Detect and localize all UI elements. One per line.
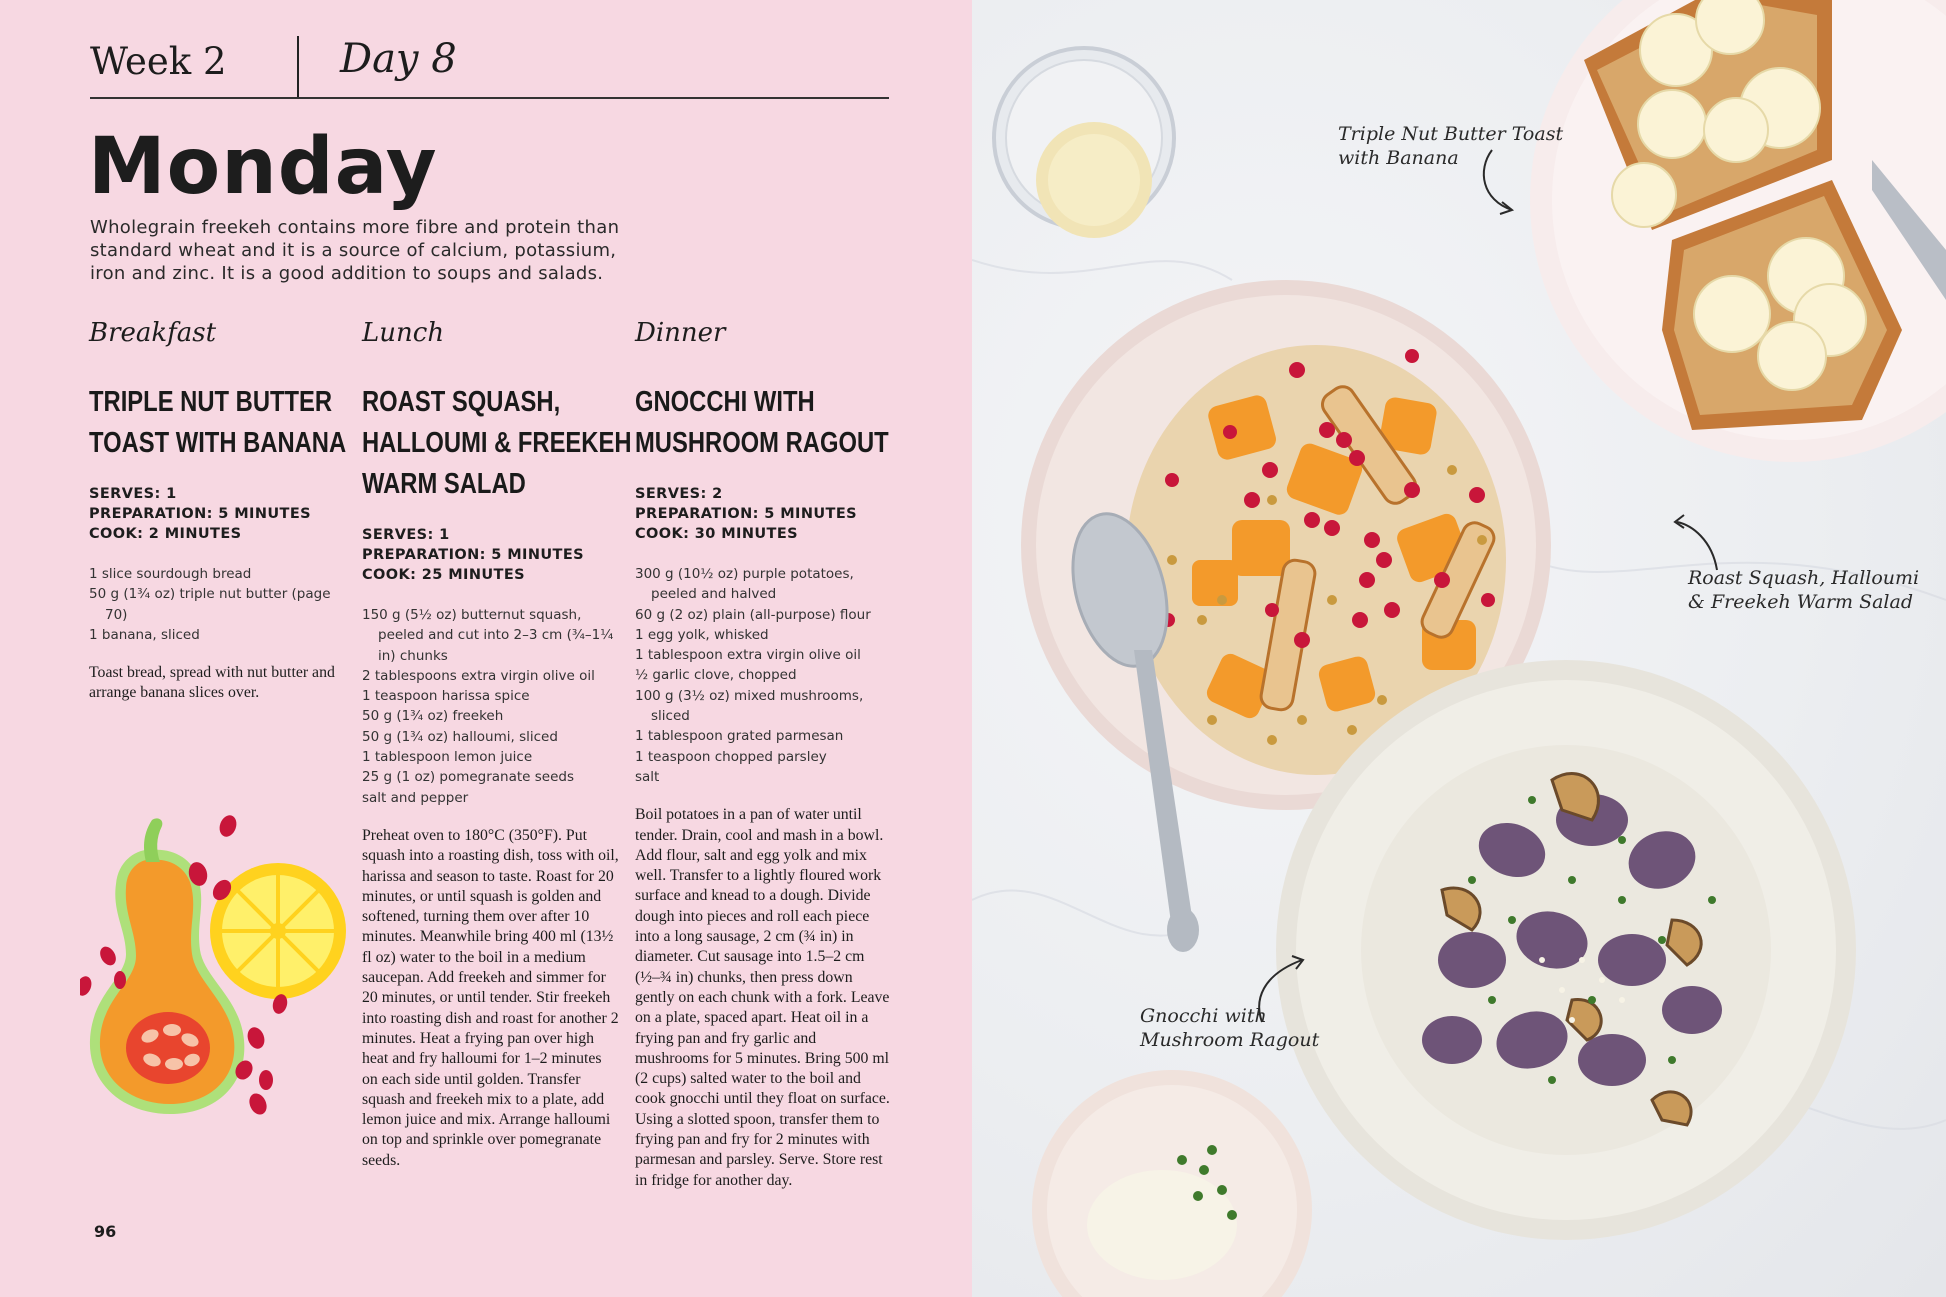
recipe-page — [0, 0, 972, 1297]
method-text: Toast bread, spread with nut butter and arrange banana slices over. — [89, 664, 335, 702]
label-line: & Freekeh Warm Salad — [1688, 591, 1913, 613]
label-line: Roast Squash, Halloumi — [1688, 567, 1920, 589]
intro-paragraph: Wholegrain freekeh contains more fibre and protein than standard wheat and it is a source of calcium, potassium, iron and zinc. It is a good addition to soups and salads. — [90, 217, 620, 284]
label-salad — [1688, 566, 1919, 614]
prep-time: PREPARATION: 5 MINUTES — [89, 506, 311, 522]
label-gnocchi — [1140, 1004, 1319, 1052]
squash-lemon-illustration — [80, 808, 350, 1128]
prep-time: PREPARATION: 5 MINUTES — [362, 547, 584, 563]
meal-label: Lunch — [362, 318, 445, 348]
recipe-breakfast — [89, 318, 347, 704]
ingredient: 1 egg yolk, whisked — [635, 626, 769, 643]
food-photo — [972, 0, 1946, 1297]
label-line: Triple Nut Butter Toast — [1338, 123, 1564, 145]
ingredient-list — [635, 564, 893, 787]
day-label: Day 8 — [340, 36, 457, 82]
toast-plate — [1530, 0, 1946, 462]
header-rule — [90, 97, 889, 99]
ingredient: 1 teaspoon harissa spice — [362, 688, 530, 705]
recipe-meta — [635, 484, 893, 544]
recipe-dinner — [635, 318, 893, 1191]
ingredient: 1 tablespoon lemon juice — [362, 749, 533, 766]
ingredient: 1 tablespoon grated parmesan — [635, 728, 844, 745]
ingredient-list — [89, 564, 347, 645]
recipe-title — [362, 382, 633, 505]
recipe-lunch — [362, 318, 632, 1171]
cook-time: COOK: 30 MINUTES — [635, 526, 798, 542]
ingredient: 60 g (2 oz) plain (all-purpose) flour — [635, 606, 871, 623]
ingredient: 150 g (5½ oz) butternut squash, peeled and cut into 2–3 cm (¾–1¼ in) chunks — [362, 607, 614, 664]
meal-label: Dinner — [635, 318, 726, 348]
label-line: with Banana — [1338, 147, 1459, 169]
method-text: Boil potatoes in a pan of water until tender. Drain, cool and mash in a bowl. Add flour, salt and egg yolk and mix well. Transfer to a lightly floured work surface and knead to a dough. Divide dough into pieces and roll each piece into a long sausage, 2 cm (¾ in) in diameter. Cut sausage into 1.5–2 cm (½–¾ in) chunks, then press down gently on each chunk with a fork. Leave on a plate, spaced apart. Heat oil in a frying pan and fry garlic and mushrooms for 5 minutes. Bring 500 ml (2 cups) salted water to the boil and cook gnocchi until they float on surface. Using a slotted spoon, transfer them to frying pan and fry for 2 minutes with parmesan and parsley. Serve. Store rest in fridge for another day. — [635, 806, 890, 1189]
serves: SERVES: 1 — [89, 486, 177, 502]
ingredient: 1 tablespoon extra virgin olive oil — [635, 647, 861, 664]
ingredient: 1 banana, sliced — [89, 626, 200, 643]
ingredient: 100 g (3½ oz) mixed mushrooms, sliced — [635, 687, 864, 725]
ingredient: salt — [635, 768, 660, 785]
week-label: Week 2 — [90, 40, 227, 83]
recipe-title-line: MUSHROOM RAGOUT — [635, 427, 889, 459]
recipe-title-line: WARM SALAD — [362, 468, 526, 500]
gnocchi-bowl — [1276, 660, 1856, 1240]
page-number: 96 — [94, 1222, 117, 1241]
serves: SERVES: 1 — [362, 527, 450, 543]
method-text: Preheat oven to 180°C (350°F). Put squash into a roasting dish, toss with oil, harissa and season to taste. Roast for 20 minutes, or until squash is golden and softened, turning them over after 10 minutes. Meanwhile bring 400 ml (13½ fl oz) water to the boil in a medium saucepan. Add freekeh and simmer for 20 minutes, or until tender. Stir freekeh into roasting dish and roast for another 2 minutes. Heat a frying pan over high heat and fry halloumi for 1–2 minutes on each side until golden. Transfer squash and freekeh mix to a plate, add lemon juice and mix. Arrange halloumi on top and sprinkle over pomegranate seeds. — [362, 826, 619, 1169]
ingredient: 1 slice sourdough bread — [89, 566, 252, 582]
recipe-title-line: HALLOUMI & FREEKEH — [362, 427, 632, 459]
recipe-title — [635, 382, 906, 464]
food-photo-illustration — [972, 0, 1946, 1297]
recipe-title-line: TRIPLE NUT BUTTER — [89, 386, 333, 418]
ingredient: 2 tablespoons extra virgin olive oil — [362, 667, 595, 684]
label-toast — [1338, 122, 1563, 170]
ingredient-list — [362, 605, 620, 808]
ingredient: ½ garlic clove, chopped — [635, 667, 797, 684]
recipe-meta — [89, 484, 347, 544]
header-divider — [297, 36, 299, 98]
serves: SERVES: 2 — [635, 486, 723, 502]
recipe-title-line: GNOCCHI WITH — [635, 386, 815, 418]
ingredient: salt and pepper — [362, 789, 469, 806]
recipe-meta — [362, 525, 620, 585]
glass — [994, 48, 1174, 238]
prep-time: PREPARATION: 5 MINUTES — [635, 506, 857, 522]
cook-time: COOK: 2 MINUTES — [89, 526, 242, 542]
label-line: Mushroom Ragout — [1140, 1029, 1320, 1051]
ingredient: 300 g (10½ oz) purple potatoes, peeled and halved — [635, 566, 854, 603]
ingredient: 50 g (1¾ oz) freekeh — [362, 708, 504, 725]
ingredient: 50 g (1¾ oz) triple nut butter (page 70) — [89, 586, 331, 623]
parmesan-dish — [1032, 1070, 1312, 1297]
recipe-title-line: TOAST WITH BANANA — [89, 427, 347, 459]
recipe-title — [89, 382, 360, 464]
label-line: Gnocchi with — [1140, 1005, 1267, 1027]
meal-label: Breakfast — [89, 318, 217, 348]
page-title: Monday — [88, 122, 438, 212]
ingredient: 50 g (1¾ oz) halloumi, sliced — [362, 728, 558, 745]
cook-time: COOK: 25 MINUTES — [362, 567, 525, 583]
recipe-title-line: ROAST SQUASH, — [362, 386, 561, 418]
ingredient: 25 g (1 oz) pomegranate seeds — [362, 769, 575, 786]
ingredient: 1 teaspoon chopped parsley — [635, 748, 827, 765]
